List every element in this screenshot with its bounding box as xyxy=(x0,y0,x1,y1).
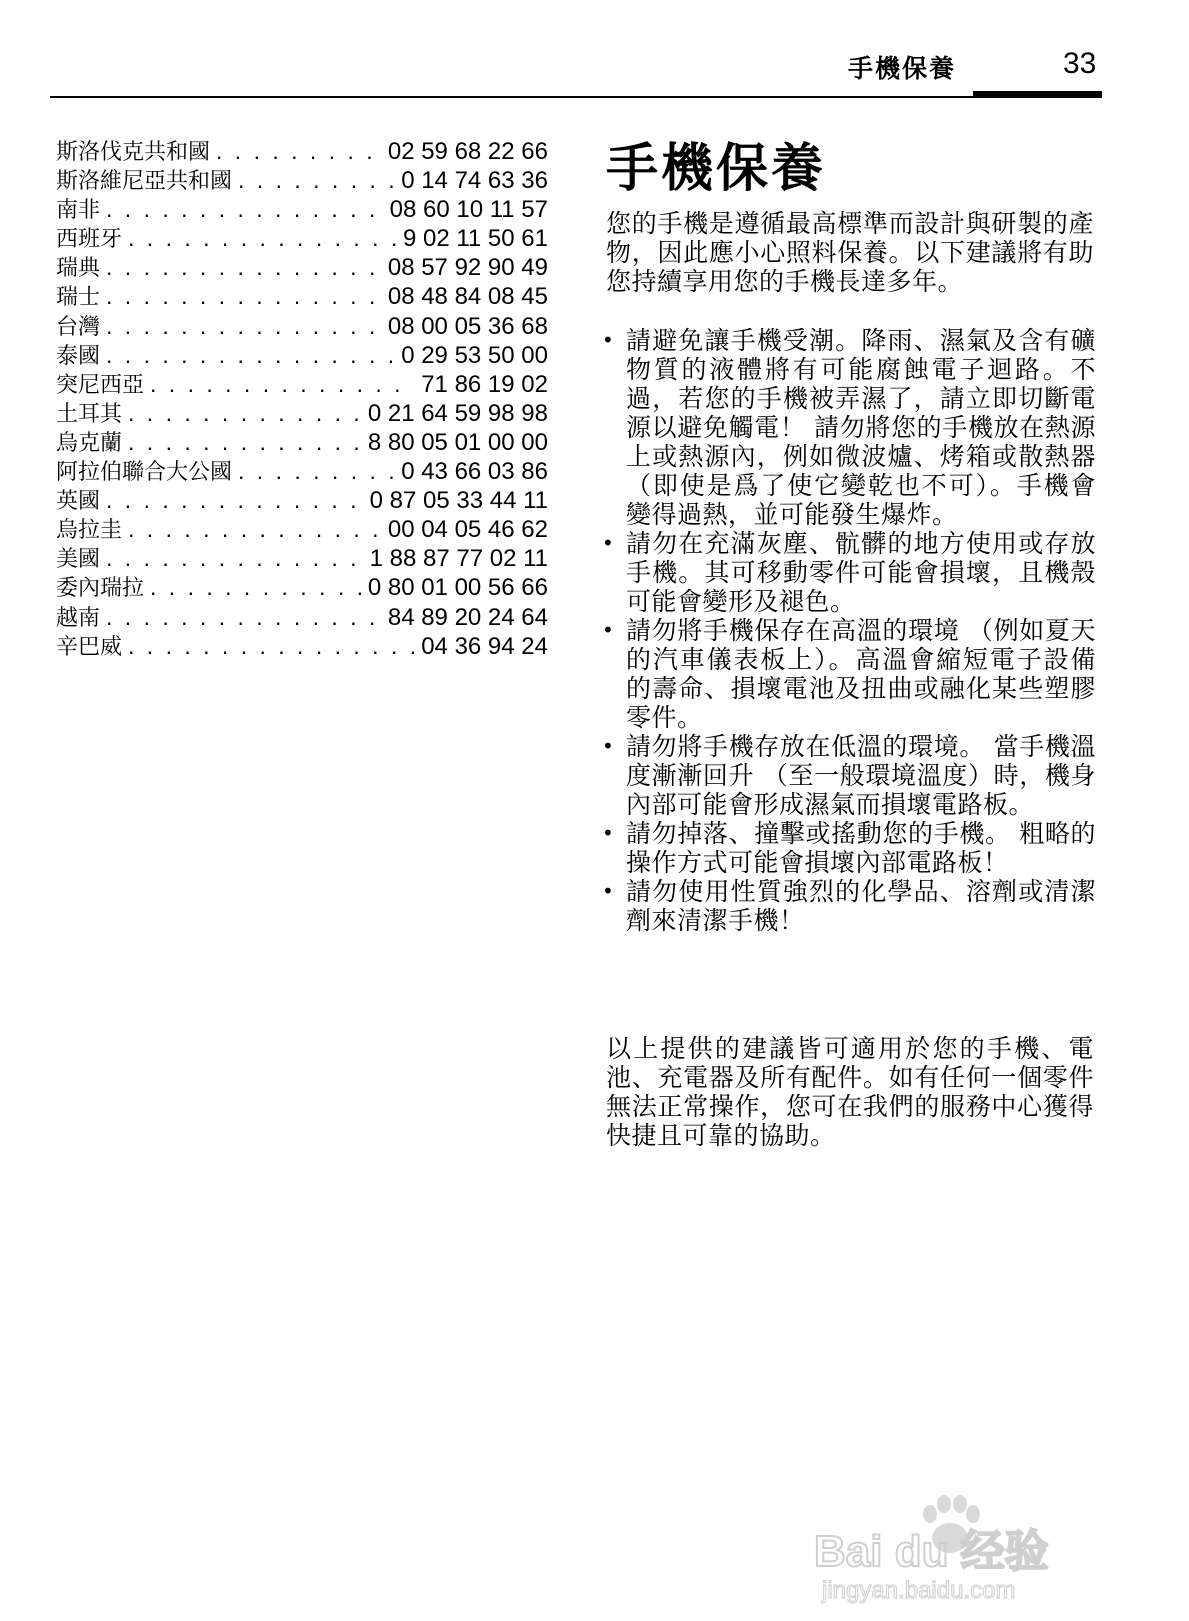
hotline-row xyxy=(56,486,548,515)
bullet-icon: • xyxy=(602,879,615,903)
hotline-number: 00 04 05 46 62 xyxy=(387,516,548,544)
dot-leader xyxy=(150,573,362,602)
hotline-row xyxy=(56,312,548,341)
watermark-logo-text: Bai du 经验 xyxy=(814,1527,1049,1576)
hotline-row xyxy=(56,282,548,311)
hotline-row xyxy=(56,370,548,399)
closing-paragraph: 以上提供的建議皆可適用於您的手機、電池、充電器及所有配件。如有任何一個零件無法正常操作，您可在我們的服務中心獲得快捷且可靠的協助。 xyxy=(606,1034,1094,1150)
hotline-row xyxy=(56,195,548,224)
hotline-number: 9 02 11 50 61 xyxy=(402,225,548,253)
hotline-row xyxy=(56,544,548,573)
hotline-country: 台灣 xyxy=(56,314,101,340)
care-tip-text: 請勿使用性質強烈的化學品、溶劑或清潔劑來清潔手機！ xyxy=(626,877,1096,935)
bullet-icon: • xyxy=(602,328,615,352)
hotline-number: 08 00 05 36 68 xyxy=(387,312,548,340)
dot-leader xyxy=(106,486,364,515)
list-item xyxy=(602,326,1096,529)
hotline-number: 08 60 10 11 57 xyxy=(389,196,548,224)
dot-leader xyxy=(106,544,364,573)
hotline-number: 1 88 87 77 02 11 xyxy=(369,545,548,573)
hotline-country: 土耳其 xyxy=(56,401,123,427)
hotline-country: 斯洛維尼亞共和國 xyxy=(56,169,233,195)
bullet-icon: • xyxy=(602,531,615,555)
hotline-number: 02 59 68 22 66 xyxy=(387,138,548,165)
care-tip-text: 請勿在充滿灰塵、骯髒的地方使用或存放手機。其可移動零件可能會損壞，且機殼可能會變形及褪色。 xyxy=(626,529,1096,616)
hotline-row xyxy=(56,515,548,544)
hotline-country: 委內瑞拉 xyxy=(56,576,145,602)
dot-leader xyxy=(106,341,395,370)
hotline-number: 0 21 64 59 98 98 xyxy=(367,399,548,427)
hotline-row xyxy=(56,573,548,602)
dot-leader xyxy=(106,603,382,632)
hotline-row xyxy=(56,137,548,166)
dot-leader xyxy=(128,515,382,544)
hotline-country: 英國 xyxy=(56,489,101,515)
hotline-country: 泰國 xyxy=(56,343,101,369)
hotline-row xyxy=(56,428,548,457)
list-item xyxy=(602,616,1096,732)
care-tip-text: 請勿將手機保存在高溫的環境 （例如夏天的汽車儀表板上）。高溫會縮短電子設備的壽命、損壞電池及扭曲或融化某些塑膠零件。 xyxy=(626,616,1096,732)
dot-leader xyxy=(216,137,382,166)
hotline-row xyxy=(56,632,548,661)
dot-leader xyxy=(128,224,397,253)
list-item xyxy=(602,529,1096,616)
hotline-row xyxy=(56,603,548,632)
dot-leader xyxy=(106,282,382,311)
header-rule xyxy=(50,96,1102,98)
hotline-number: 71 86 19 02 xyxy=(421,370,548,398)
dot-leader xyxy=(128,632,415,661)
hotline-number: 8 80 05 01 00 00 xyxy=(367,428,548,456)
hotline-country: 瑞典 xyxy=(56,256,101,282)
hotline-country: 突尼西亞 xyxy=(56,372,145,398)
bullet-icon: • xyxy=(602,618,615,642)
dot-leader xyxy=(150,370,415,399)
hotline-row xyxy=(56,457,548,486)
hotline-country: 南非 xyxy=(56,198,101,224)
hotline-country: 越南 xyxy=(56,605,101,631)
hotline-number: 84 89 20 24 64 xyxy=(387,603,548,631)
hotline-number: 0 14 74 63 36 xyxy=(401,167,548,195)
hotline-country: 斯洛伐克共和國 xyxy=(56,140,211,165)
section-title: 手機保養 xyxy=(606,139,827,199)
list-item xyxy=(602,877,1096,935)
hotline-number: 0 80 01 00 56 66 xyxy=(367,574,548,602)
hotline-country: 西班牙 xyxy=(56,227,123,253)
list-item xyxy=(602,819,1096,877)
dot-leader xyxy=(128,428,362,457)
care-tip-text: 請勿將手機存放在低溫的環境。 當手機溫度漸漸回升 （至一般環境溫度）時，機身內部可能會形成濕氣而損壞電路板。 xyxy=(626,732,1096,819)
watermark-url: jingyan.baidu.com xyxy=(822,1577,1016,1604)
hotline-row xyxy=(56,341,548,370)
hotline-row xyxy=(56,224,548,253)
hotline-list xyxy=(56,137,548,661)
hotline-row xyxy=(56,399,548,428)
dot-leader xyxy=(238,457,395,486)
dot-leader xyxy=(106,253,382,282)
hotline-country: 烏拉圭 xyxy=(56,518,123,544)
hotline-row xyxy=(56,166,548,195)
hotline-country: 辛巴威 xyxy=(56,634,123,660)
dot-leader xyxy=(128,399,362,428)
dot-leader xyxy=(238,166,395,195)
hotline-row xyxy=(56,253,548,282)
hotline-number: 08 57 92 90 49 xyxy=(387,254,548,282)
hotline-country: 瑞士 xyxy=(56,285,101,311)
hotline-number: 0 87 05 33 44 11 xyxy=(369,487,548,515)
hotline-country: 阿拉伯聯合大公國 xyxy=(56,460,233,486)
dot-leader xyxy=(106,195,384,224)
care-tip-text: 請勿掉落、撞擊或搖動您的手機。 粗略的操作方式可能會損壞內部電路板！ xyxy=(626,819,1096,877)
hotline-number: 04 36 94 24 xyxy=(421,632,548,660)
care-tip-text: 請避免讓手機受潮。降雨、濕氣及含有礦物質的液體將有可能腐蝕電子迴路。不過，若您的手機被弄濕了，請立即切斷電源以避免觸電！ 請勿將您的手機放在熱源上或熱源內，例如微波爐、烤箱或散熱器 （即使是爲了使它變乾也不可）。手機會變得過熱，並可能發生爆炸。 xyxy=(626,326,1096,529)
dot-leader xyxy=(106,312,382,341)
care-tips-list xyxy=(602,326,1096,935)
hotline-country: 美國 xyxy=(56,547,101,573)
page-number: 33 xyxy=(1063,47,1097,80)
running-header-title: 手機保養 xyxy=(848,55,957,83)
hotline-number: 08 48 84 08 45 xyxy=(387,283,548,311)
list-item xyxy=(602,732,1096,819)
hotline-number: 0 29 53 50 00 xyxy=(401,341,548,369)
hotline-number: 0 43 66 03 86 xyxy=(401,458,548,486)
baidu-jingyan-watermark xyxy=(812,1486,1112,1606)
hotline-country: 烏克蘭 xyxy=(56,430,123,456)
bullet-icon: • xyxy=(602,734,615,758)
intro-paragraph: 您的手機是遵循最高標準而設計與研製的產物，因此應小心照料保養。以下建議將有助您持續享用您的手機長達多年。 xyxy=(606,209,1094,296)
bullet-icon: • xyxy=(602,821,615,845)
